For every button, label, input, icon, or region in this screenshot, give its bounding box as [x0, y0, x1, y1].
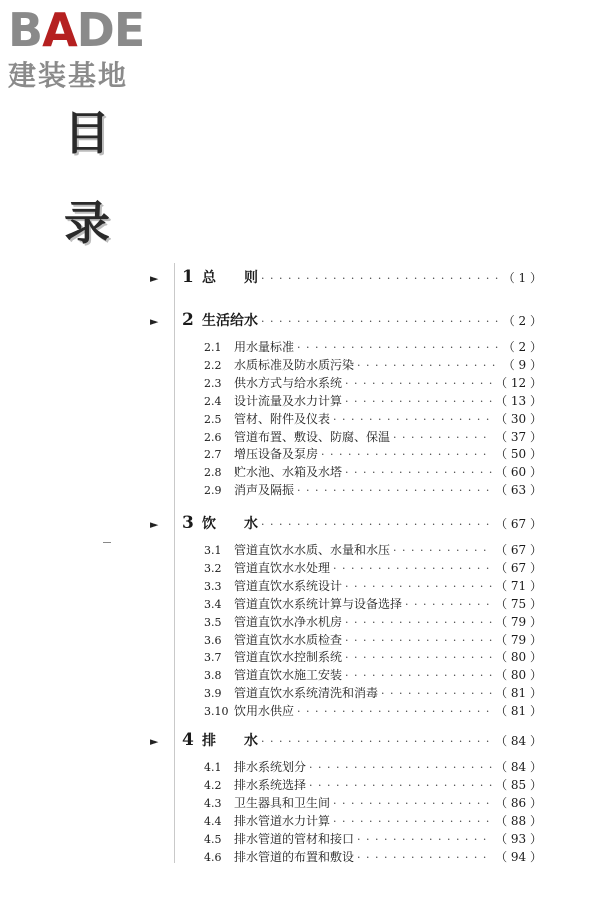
section-row[interactable]: [204, 481, 542, 499]
leader-dots: [345, 669, 492, 682]
leader-dots: [345, 466, 492, 479]
chapter-page: （ 67 ）: [495, 517, 542, 531]
chapter-number: 3: [182, 513, 194, 533]
section-title: 饮用水供应: [234, 704, 295, 719]
section-title: 消声及隔振: [234, 483, 295, 498]
leader-dots: [309, 779, 492, 792]
section-row[interactable]: [204, 577, 542, 595]
section-title: 管道布置、敷设、防腐、保温: [234, 429, 391, 444]
leader-dots: [345, 616, 492, 629]
section-title: 管道直饮水水质、水量和水压: [234, 543, 391, 557]
leader-dots: [345, 651, 492, 664]
divider-line: [174, 263, 175, 863]
chapter-title: 饮 水: [202, 516, 258, 532]
section-title: 排水管道的布置和敷设: [234, 849, 355, 864]
leader-dots: [333, 797, 492, 810]
section-number: 4.1: [204, 761, 222, 774]
section-title: 卫生器具和卫生间: [234, 795, 331, 810]
section-page: （ 85 ）: [495, 777, 542, 792]
leader-dots: [297, 705, 492, 718]
section-page: （ 12 ）: [495, 375, 542, 390]
section-row[interactable]: [204, 374, 542, 392]
section-page: （ 88 ）: [495, 813, 542, 828]
section-page: （ 79 ）: [495, 614, 542, 629]
leader-dots: [345, 377, 492, 390]
section-row[interactable]: [204, 648, 542, 666]
leader-dots: [345, 634, 492, 647]
section-row[interactable]: [204, 631, 542, 649]
logo-wordmark: [8, 3, 178, 57]
section-number: 2.4: [204, 394, 222, 408]
section-number: 4.5: [204, 832, 222, 846]
section-title: 设计流量及水力计算: [234, 393, 343, 408]
leader-dots: [345, 395, 492, 408]
leader-dots: [309, 761, 492, 774]
section-page: （ 79 ）: [495, 632, 542, 647]
leader-dots: [333, 815, 492, 828]
section-title: 水质标准及防水质污染: [234, 357, 355, 372]
chapter-arrow-icon: ►: [150, 735, 159, 748]
chapter-row[interactable]: [150, 267, 542, 289]
section-number: 2.2: [204, 358, 222, 372]
leader-dots: [321, 448, 492, 461]
leader-dots: [297, 484, 492, 497]
logo-subtitle: 建装基地: [8, 59, 129, 92]
leader-dots: [261, 518, 492, 531]
chapter-arrow-icon: ►: [150, 315, 159, 328]
chapter-row[interactable]: [150, 513, 542, 535]
leader-dots: [405, 598, 492, 611]
chapter-row[interactable]: [150, 310, 542, 332]
section-title: 排水管道水力计算: [234, 813, 331, 828]
section-title: 管道直饮水净水机房: [234, 614, 343, 629]
section-number: 3.4: [204, 597, 222, 611]
section-page: （ 84 ）: [495, 760, 542, 774]
section-title: 管道直饮水系统设计: [234, 578, 343, 593]
section-title: 贮水池、水箱及水塔: [234, 465, 343, 480]
section-number: 2.6: [204, 430, 222, 444]
logo-accent-letter: A: [42, 3, 77, 57]
section-page: （ 67 ）: [495, 543, 542, 557]
section-title: 供水方式与给水系统: [234, 375, 343, 390]
section-number: 4.4: [204, 814, 222, 828]
section-number: 2.9: [204, 484, 222, 498]
logo-text: BADE: [8, 3, 145, 57]
section-row[interactable]: [204, 702, 542, 720]
section-page: （ 81 ）: [495, 704, 542, 719]
section-title: 排水管道的管材和接口: [234, 831, 355, 846]
section-page: （ 13 ）: [495, 393, 542, 408]
heading-char-1: 目: [64, 106, 110, 160]
section-number: 2.5: [204, 412, 222, 426]
section-page: （ 37 ）: [495, 429, 542, 444]
section-row[interactable]: [204, 392, 542, 410]
section-title: 管道直饮水施工安装: [234, 668, 343, 683]
heading-char-2: 录: [64, 196, 110, 250]
margin-mark: [103, 542, 111, 543]
section-page: （ 2 ）: [502, 340, 542, 354]
section-row[interactable]: [204, 848, 542, 866]
section-title: 管道直饮水控制系统: [234, 650, 343, 665]
leader-dots: [393, 431, 492, 444]
section-page: （ 93 ）: [495, 831, 542, 846]
section-title: 增压设备及泵房: [234, 447, 319, 462]
section-page: （ 75 ）: [495, 596, 542, 611]
section-page: （ 86 ）: [495, 795, 542, 810]
section-number: 3.10: [204, 705, 229, 719]
section-row[interactable]: [204, 794, 542, 812]
leader-dots: [261, 735, 492, 748]
section-number: 4.6: [204, 850, 222, 864]
section-page: （ 80 ）: [495, 650, 542, 665]
chapter-page: （ 2 ）: [502, 314, 542, 328]
section-row[interactable]: [204, 613, 542, 631]
section-row[interactable]: [204, 830, 542, 848]
section-page: （ 50 ）: [495, 447, 542, 462]
section-page: （ 9 ）: [502, 357, 542, 372]
chapter-row[interactable]: [150, 730, 542, 752]
section-row[interactable]: [204, 758, 542, 776]
section-row[interactable]: [204, 666, 542, 684]
leader-dots: [261, 272, 500, 285]
section-title: 管道直饮水系统清洗和消毒: [234, 686, 379, 701]
section-title: 管材、附件及仪表: [234, 411, 331, 426]
leader-dots: [393, 544, 492, 557]
section-title: 排水系统选择: [234, 777, 307, 792]
section-title: 排水系统划分: [234, 760, 307, 774]
chapter-number: 1: [182, 267, 194, 287]
section-title: 管道直饮水系统计算与设备选择: [234, 596, 403, 611]
section-number: 4.3: [204, 796, 222, 810]
section-row[interactable]: [204, 428, 542, 446]
section-number: 3.8: [204, 669, 222, 683]
section-row[interactable]: [204, 541, 542, 559]
section-number: 2.3: [204, 376, 222, 390]
section-number: 4.2: [204, 778, 222, 792]
section-row[interactable]: [204, 684, 542, 702]
logo: [8, 3, 178, 92]
section-row[interactable]: [204, 812, 542, 830]
section-number: 2.1: [204, 341, 222, 354]
section-title: 管道直饮水水质检查: [234, 632, 343, 647]
section-number: 3.1: [204, 544, 222, 557]
section-row[interactable]: [204, 338, 542, 356]
section-number: 3.7: [204, 651, 222, 665]
section-page: （ 67 ）: [495, 560, 542, 575]
chapter-page: （ 84 ）: [495, 734, 542, 748]
section-title: 管道直饮水水处理: [234, 560, 331, 575]
section-page: （ 63 ）: [495, 483, 542, 498]
section-row[interactable]: [204, 445, 542, 463]
leader-dots: [333, 413, 492, 426]
chapter-number: 4: [182, 730, 194, 750]
section-row[interactable]: [204, 595, 542, 613]
section-page: （ 94 ）: [495, 849, 542, 864]
chapter-title: 总 则: [202, 270, 258, 286]
section-number: 3.2: [204, 561, 222, 575]
section-page: （ 81 ）: [495, 686, 542, 701]
chapter-arrow-icon: ►: [150, 518, 159, 531]
leader-dots: [333, 562, 492, 575]
chapter-title: 排 水: [202, 733, 258, 749]
leader-dots: [357, 833, 492, 846]
leader-dots: [297, 341, 500, 354]
leader-dots: [357, 851, 492, 864]
leader-dots: [261, 315, 500, 328]
leader-dots: [357, 359, 500, 372]
chapter-arrow-icon: ►: [150, 272, 159, 285]
chapter-page: （ 1 ）: [502, 271, 542, 285]
leader-dots: [345, 580, 492, 593]
chapter-title: 生活给水: [202, 313, 258, 329]
section-title: 用水量标准: [234, 340, 295, 354]
section-number: 2.8: [204, 466, 222, 480]
section-row[interactable]: [204, 463, 542, 481]
section-page: （ 60 ）: [495, 465, 542, 480]
section-number: 2.7: [204, 448, 222, 462]
section-row[interactable]: [204, 776, 542, 794]
section-number: 3.9: [204, 687, 222, 701]
leader-dots: [381, 687, 492, 700]
section-page: （ 71 ）: [495, 578, 542, 593]
section-row[interactable]: [204, 356, 542, 374]
section-page: （ 30 ）: [495, 411, 542, 426]
section-page: （ 80 ）: [495, 668, 542, 683]
section-number: 3.6: [204, 633, 222, 647]
section-number: 3.3: [204, 579, 222, 593]
section-row[interactable]: [204, 410, 542, 428]
chapter-number: 2: [182, 310, 194, 330]
section-number: 3.5: [204, 615, 222, 629]
section-row[interactable]: [204, 559, 542, 577]
